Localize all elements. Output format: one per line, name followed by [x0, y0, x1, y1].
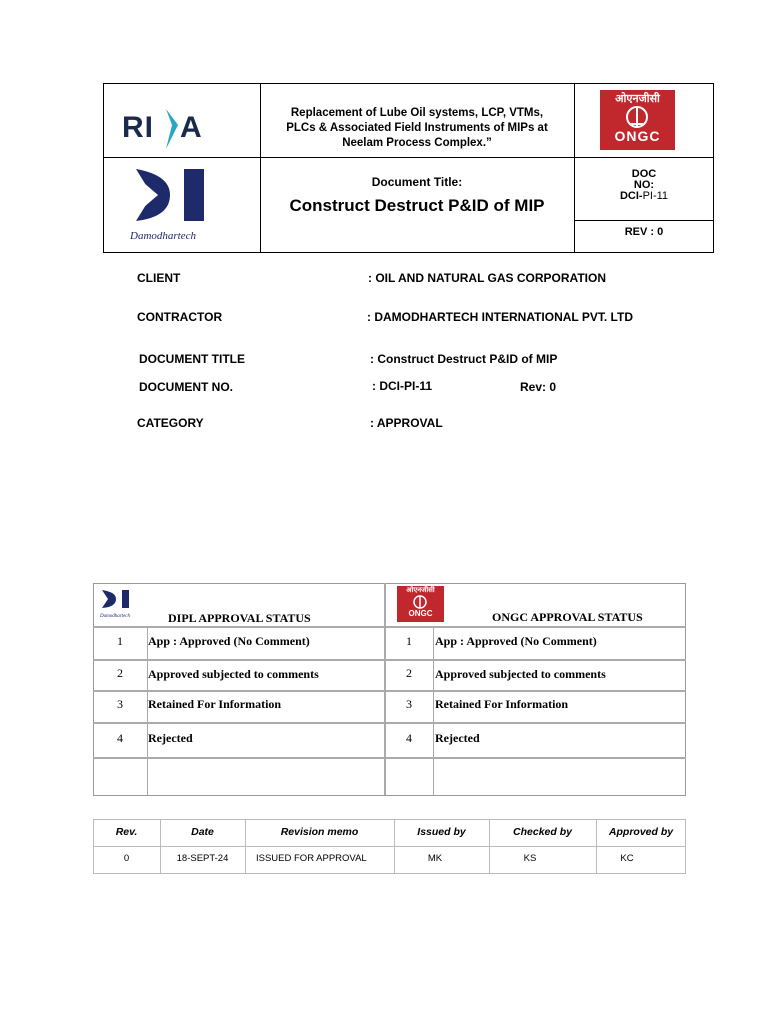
- ongc-row-number: 2: [406, 666, 412, 680]
- revision-label: REV : 0: [624, 226, 664, 238]
- revision-cell-rev: 0: [123, 853, 130, 864]
- revision-cell-checked: KS: [523, 853, 537, 864]
- document-rev-value: Rev: 0: [520, 380, 557, 394]
- document-title-label: Document Title:: [371, 175, 463, 189]
- table-gridline: [93, 846, 686, 847]
- dipl-row-number: 4: [117, 731, 123, 745]
- rina-logo: [122, 105, 222, 151]
- revision-cell-memo: ISSUED FOR APPROVAL: [256, 853, 367, 864]
- damodhartech-logo: Damodhartech: [130, 167, 220, 243]
- revision-header-approved: Approved by: [608, 826, 674, 838]
- revision-header-rev: Rev.: [115, 826, 138, 838]
- document-number-label: DOCUMENT NO.: [139, 380, 233, 394]
- document-title: Construct Destruct P&ID of MIP: [289, 196, 545, 215]
- ongc-row-number: 1: [406, 634, 412, 648]
- client-value: : OIL AND NATURAL GAS CORPORATION: [368, 271, 606, 285]
- revision-cell-issued: MK: [427, 853, 443, 864]
- svg-text:RI: RI: [122, 111, 154, 144]
- revision-header-date: Date: [191, 826, 214, 838]
- dipl-row-text: Rejected: [148, 731, 193, 745]
- ongc-row-text: Retained For Information: [435, 697, 569, 711]
- header-divider: [574, 220, 714, 221]
- header-divider: [103, 157, 714, 158]
- revision-header-checked: Checked by: [513, 826, 572, 838]
- table-gridline: [433, 626, 434, 795]
- ongc-row-text: App : Approved (No Comment): [435, 634, 597, 648]
- contractor-value: : DAMODHARTECH INTERNATIONAL PVT. LTD: [367, 310, 633, 324]
- header-divider: [574, 83, 575, 253]
- category-value: : APPROVAL: [370, 416, 443, 430]
- ongc-row-number: 3: [406, 697, 412, 711]
- dipl-row-text: App : Approved (No Comment): [148, 634, 310, 648]
- category-label: CATEGORY: [137, 416, 204, 430]
- ongc-row-text: Rejected: [435, 731, 480, 745]
- ongc-small-logo: ओएनजीसी ONGC: [397, 586, 444, 622]
- table-gridline: [93, 757, 686, 759]
- header-divider: [260, 83, 261, 253]
- table-gridline: [93, 722, 686, 724]
- project-description: Replacement of Lube Oil systems, LCP, VTMs, PLCs & Associated Field Instruments of MIPs at Neelam Process Complex.”: [286, 107, 548, 149]
- document-title-info-label: DOCUMENT TITLE: [139, 352, 245, 366]
- dipl-row-text: Approved subjected to comments: [148, 667, 319, 681]
- revision-header-memo: Revision memo: [280, 826, 359, 838]
- dipl-row-number: 1: [117, 634, 123, 648]
- svg-text:A: A: [180, 111, 202, 144]
- client-label: CLIENT: [137, 271, 181, 285]
- ongc-row-text: Approved subjected to comments: [435, 667, 606, 681]
- document-number-value: : DCI-PI-11: [372, 379, 433, 393]
- table-gridline: [93, 626, 686, 628]
- table-gridline: [93, 690, 686, 692]
- dipl-small-logo: Damodhartech: [100, 589, 145, 621]
- dipl-approval-title: DIPL APPROVAL STATUS: [168, 611, 311, 625]
- document-title-info-value: : Construct Destruct P&ID of MIP: [370, 352, 558, 366]
- table-gridline: [93, 659, 686, 661]
- ongc-approval-title: ONGC APPROVAL STATUS: [492, 610, 643, 624]
- ongc-row-number: 4: [406, 731, 412, 745]
- table-gridline: [384, 583, 386, 795]
- ongc-logo: ओएनजीसी ONGC: [600, 90, 675, 150]
- revision-header-issued: Issued by: [417, 826, 466, 838]
- dipl-row-text: Retained For Information: [148, 697, 282, 711]
- revision-cell-approved: KC: [620, 853, 634, 864]
- revision-cell-date: 18-SEPT-24: [176, 853, 229, 864]
- dipl-row-number: 2: [117, 666, 123, 680]
- dipl-row-number: 3: [117, 697, 123, 711]
- contractor-label: CONTRACTOR: [137, 310, 223, 324]
- doc-number-block: DOC NO: DCI-PI-11: [619, 168, 669, 202]
